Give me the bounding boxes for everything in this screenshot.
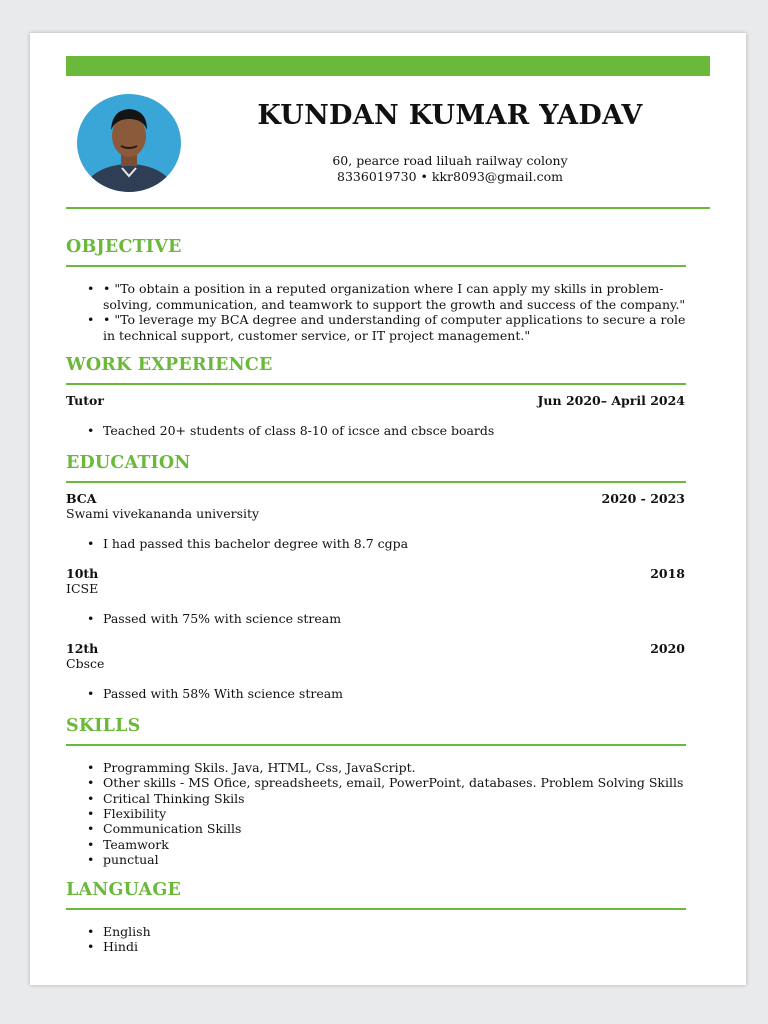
work-heading: WORK EXPERIENCE	[66, 355, 273, 375]
skills-bullet: •	[87, 760, 95, 775]
education-note: Passed with 75% with science stream	[103, 611, 342, 626]
skills-item: Communication Skills	[103, 821, 242, 836]
address: 60, pearce road liluah railway colony	[332, 153, 568, 168]
language-item: English	[103, 924, 151, 939]
objective-item: • "To obtain a position in a reputed organization where I can apply my skills in problem-solving, communication, and teamwork to support the growth and success of the company."	[103, 281, 686, 312]
education-school: Cbsce	[66, 656, 105, 671]
language-bullet: •	[87, 939, 95, 954]
education-years: 2020 - 2023	[601, 491, 685, 506]
language-divider	[66, 908, 686, 910]
language-bullet: •	[87, 924, 95, 939]
skills-item: punctual	[103, 852, 159, 867]
header-divider	[66, 207, 710, 209]
skills-item: Flexibility	[103, 806, 167, 821]
skills-item: Critical Thinking Skils	[103, 791, 245, 806]
work-item: Teached 20+ students of class 8-10 of icsce and cbsce boards	[103, 423, 495, 438]
education-degree: BCA	[66, 491, 97, 506]
objective-divider	[66, 265, 686, 267]
education-note: Passed with 58% With science stream	[103, 686, 344, 701]
education-bullet: •	[87, 686, 95, 701]
education-heading: EDUCATION	[66, 453, 191, 473]
phone-email: 8336019730 • kkr8093@gmail.com	[337, 169, 563, 184]
work-bullet: •	[87, 423, 95, 438]
education-bullet: •	[87, 536, 95, 551]
work-divider	[66, 383, 686, 385]
objective-heading: OBJECTIVE	[66, 237, 182, 257]
objective-bullet: •	[87, 312, 95, 327]
objective-bullet: •	[87, 281, 95, 296]
objective-item: • "To leverage my BCA degree and understanding of computer applications to secure a role in technical support, customer service, or IT project management."	[103, 312, 686, 343]
language-item: Hindi	[103, 939, 138, 954]
education-years: 2018	[650, 566, 685, 581]
profile-photo-image	[77, 94, 181, 192]
education-degree: 10th	[66, 566, 99, 581]
work-role: Tutor	[66, 393, 104, 408]
candidate-name: KUNDAN KUMAR YADAV	[257, 100, 643, 131]
skills-bullet: •	[87, 775, 95, 790]
skills-item: Other skills - MS Ofice, spreadsheets, email, PowerPoint, databases. Problem Solving Skills	[103, 775, 684, 790]
education-school: Swami vivekananda university	[66, 506, 260, 521]
skills-bullet: •	[87, 821, 95, 836]
skills-bullet: •	[87, 806, 95, 821]
language-heading: LANGUAGE	[66, 880, 182, 900]
skills-divider	[66, 744, 686, 746]
work-dates: Jun 2020– April 2024	[537, 393, 685, 408]
skills-bullet: •	[87, 791, 95, 806]
education-bullet: •	[87, 611, 95, 626]
header-accent-bar	[66, 56, 710, 76]
skills-heading: SKILLS	[66, 716, 141, 736]
education-note: I had passed this bachelor degree with 8.7 cgpa	[103, 536, 409, 551]
education-degree: 12th	[66, 641, 99, 656]
education-school: ICSE	[66, 581, 99, 596]
skills-item: Programming Skils. Java, HTML, Css, JavaScript.	[103, 760, 416, 775]
profile-photo	[77, 94, 181, 192]
skills-bullet: •	[87, 852, 95, 867]
education-years: 2020	[650, 641, 685, 656]
skills-bullet: •	[87, 837, 95, 852]
skills-item: Teamwork	[103, 837, 169, 852]
education-divider	[66, 481, 686, 483]
